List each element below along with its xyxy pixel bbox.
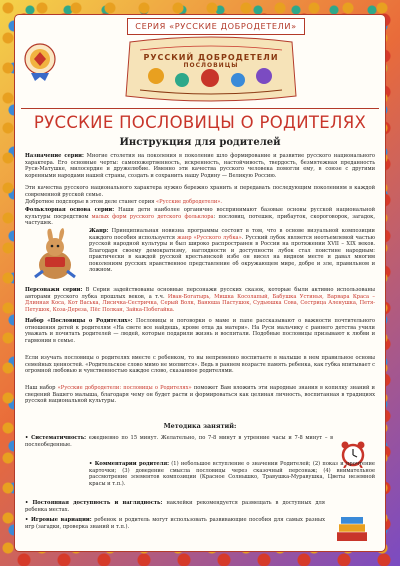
- set-label: Набор «Пословицы о Родителях»:: [25, 318, 133, 324]
- characters-text: В Серии задействованы основные персонажи русских сказок, которые были активно использованы авторами русского лубка прошлых веков, а т.ч.: [25, 287, 376, 300]
- series-label: СЕРИЯ «РУССКИЕ ДОБРОДЕТЕЛИ»: [127, 18, 305, 35]
- paragraph-purpose: [25, 153, 375, 179]
- logo-line-2: ПОСЛОВИЦЫ: [183, 62, 239, 69]
- support-text: Добротное подспорье в этом деле станет серия: [25, 199, 157, 205]
- method-systematic: [25, 435, 333, 448]
- hare-illustration: [25, 227, 85, 283]
- comments-text: (1) небольшое вступление о значении Родителей; (2) показ и прочтение карточки; (3) доведение смысла пословицы через сказочный персонаж; (4) внимательное рассмотрение элементов композиции (Красное Солнышко, Травушка-Муравушка, Цветы неземной красы и т.п.).: [89, 461, 375, 487]
- folklore-label: Фольклорная основа серии:: [25, 207, 115, 213]
- purpose-label: Назначение серии:: [25, 153, 84, 159]
- folklore-highlight: малых форм русского детского фольклора: [91, 213, 214, 220]
- systematic-label: • Систематичность:: [25, 435, 87, 441]
- characters-label: Персонажи серии:: [25, 287, 83, 293]
- page-subtitle: Инструкция для родителей: [119, 137, 281, 148]
- logo-emblem: [110, 36, 312, 105]
- folklore-text-b: : пословиц, потешек, прибауток, скороговорок, загадок, частушек.: [25, 213, 375, 226]
- book-stack-icon: [335, 514, 369, 544]
- systematic-text: ежедневно по 15 минут. Желательно, по 7-8 минут в утренние часы и 7-8 минут – в послеобеденные.: [25, 435, 333, 448]
- method-availability: [25, 500, 325, 513]
- logo-line-1: РУССКИЙ ДОБРОДЕТЕЛИ: [143, 53, 279, 62]
- folklore-text-a: Наши дети наиболее органично воспринимают базовые основы русской национальной культуры посредством: [25, 207, 375, 220]
- our-set-text-b: поможет Вам вложить эти народные знания в копилку знаний и сведений Вашего малыша, благодаря чему он будет расти и формироваться как целиная личность, воспитанная в традициях русской национальной культуры.: [25, 385, 375, 404]
- paragraph-our-set: [25, 385, 375, 405]
- purpose-text: Многие столетия на поколения в поколение шло формирование и развитие русского национального характера. Его основные черты: самопожертвенность, искренность, настойчивость, твердость, безмятежная преданность Руси-Матушке, милосердие и дружелюбие. Именно эти качества русского человека помогли ему, в союзе с другими коренными народами нашей страны, создать и сохранить нашу Родину — Великую Россию.: [25, 153, 375, 179]
- paragraph-genre: [89, 228, 375, 274]
- comments-label: • Комментарии родителя:: [89, 461, 170, 467]
- method-games: [25, 517, 325, 530]
- page-title: РУССКИЕ ПОСЛОВИЦЫ О РОДИТЕЛЯХ: [33, 113, 367, 132]
- support-highlight: «Русские добродетели».: [156, 199, 223, 205]
- genre-text-a: Принципиальная новизна программы состоит в том, что в основе визуальной композиции каждого пособия используется: [89, 228, 375, 241]
- our-set-text-a: Наш набор: [25, 385, 58, 391]
- availability-label: • Постоянная доступность и наглядность:: [25, 500, 163, 506]
- genre-label: Жанр:: [89, 228, 109, 234]
- games-label: • Игровые вариации:: [25, 517, 92, 523]
- divider: [21, 108, 379, 109]
- paragraph-set: [25, 318, 375, 344]
- characters-highlight: Иван-Богатырь, Мишка Косолапый, Бабушка Устинья, Варвара Краса – Длинная Коса, Кот Васька, Лисичка-Сестричка, Серый Волк, Ванюша Пастушок, Судьюшка Сова, Сестрица Аленушка, Петя-Петушок, Коза-Дереза, Пёс Полкан, Зайка-Побегайка.: [25, 293, 375, 313]
- bookmark-emblem-icon: [23, 42, 57, 82]
- set-text: Пословицы и поговорки о маме и папе рассказывают о важности почтительного отношения детей к родителям «На свете все найдешь, кроме отца да матери». На Руси мальчику с раннего детства учили уважать и почитать родителей — людей, которые подарили жизнь и воспитали. Подобные пословицы призывают к любви и гармонии в семье.: [25, 318, 375, 344]
- paragraph-support: [25, 199, 375, 206]
- methods-title: Методика занятий:: [163, 422, 237, 430]
- paragraph-characters: [25, 287, 375, 313]
- our-set-highlight: «Русские добродетели: пословицы о Родителях»: [57, 385, 192, 391]
- games-text: ребенок и родитель могут использовать развивающие пособия для самых разных игр (загадки, проверка знаний и т.п.).: [25, 517, 325, 530]
- genre-highlight: жанр «Русского лубка»: [177, 234, 242, 241]
- paragraph-qualities: Эти качества русского национального характера нужно бережно хранить и передавать последующим поколениям в каждой современной русской семье.: [25, 185, 375, 198]
- content-sheet: [15, 15, 385, 551]
- genre-text-b: . Русский лубок является неотъемлемой частью русской народной культуры и был широко распространен в России на протяжении XVII – XIX веков. Благодаря своему демократизму, наглядности и доступности лубок стал поистине народным: практически в каждой русской крестьянской избе он висел на видном месте и давал многим поколениям русских нравственное представление об окружающем мире, добре и зле, правильном и ложном.: [89, 234, 375, 273]
- paragraph-learning: Если изучать пословицы о родителях вместе с ребенком, то вы непременно воспитаете в малыше в нем правильное основы семейных ценностей. «Родительское слово мимо не молвится». Ведь в раннем возрасте память ребенка, как губка впитывает с огромной любовью и чувственностью каждое слово, сказанное родителями.: [25, 355, 375, 374]
- method-comments: [89, 461, 375, 487]
- availability-text: наклейки рекомендуется размещать в доступных для ребенка местах.: [25, 500, 325, 513]
- paragraph-folklore: [25, 207, 375, 227]
